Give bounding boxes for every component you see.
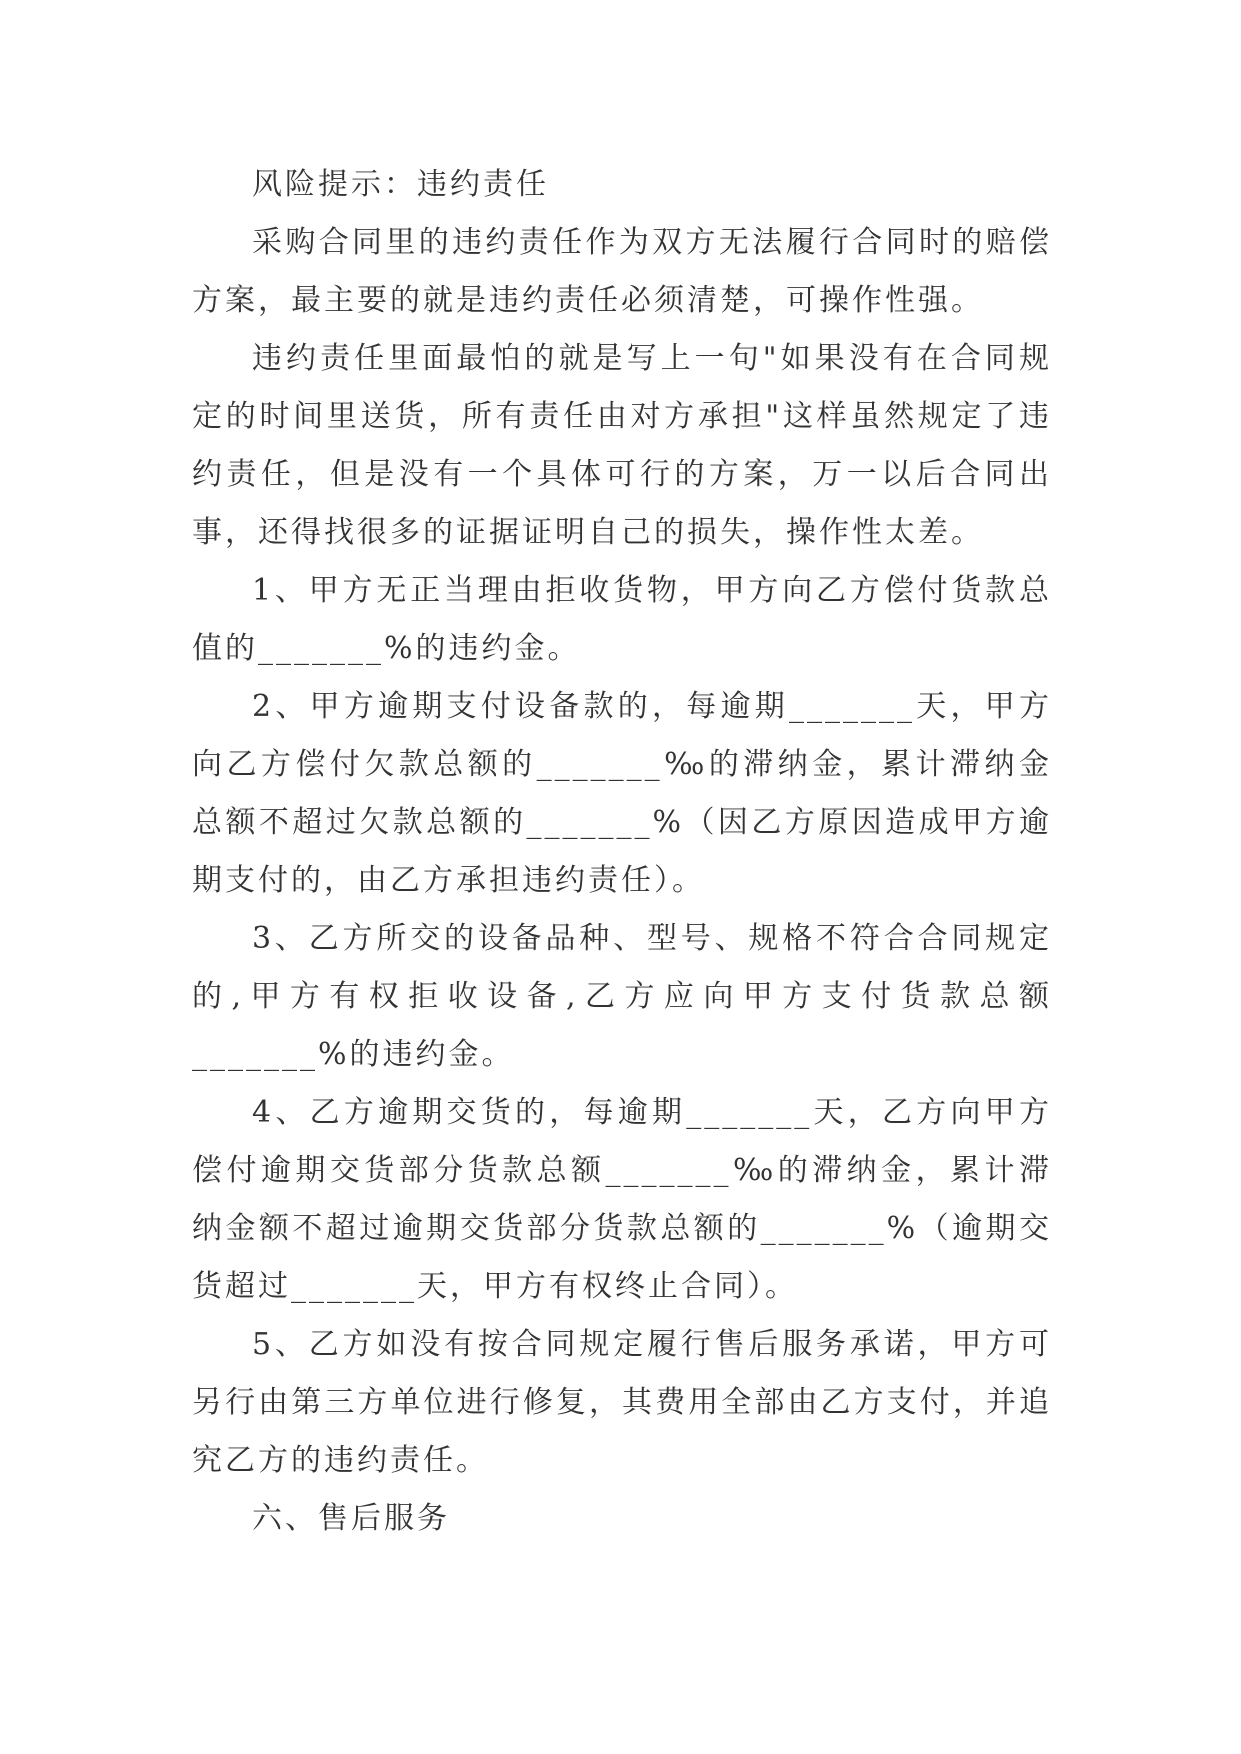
risk-notice-heading: 风险提示：违约责任 — [252, 167, 549, 202]
paragraph-intro: 采购合同里的违约责任作为双方无法履行合同时的赔偿方案，最主要的就是违约责任必须清楚，可操作性强。 — [192, 225, 1052, 318]
document-body — [192, 156, 1052, 1548]
clause-1: 1、甲方无正当理由拒收货物，甲方向乙方偿付货款总值的_______%的违约金。 — [192, 573, 1052, 666]
paragraph-warning: 违约责任里面最怕的就是写上一句"如果没有在合同规定的时间里送货，所有责任由对方承担"这样虽然规定了违约责任，但是没有一个具体可行的方案，万一以后合同出事，还得找很多的证据证明自己的损失，操作性太差。 — [192, 341, 1052, 550]
clause-3: 3、乙方所交的设备品种、型号、规格不符合合同规定的,甲方有权拒收设备,乙方应向甲方支付货款总额_______%的违约金。 — [192, 921, 1052, 1072]
section-heading-after-sales: 六、售后服务 — [252, 1501, 450, 1536]
clause-5: 5、乙方如没有按合同规定履行售后服务承诺，甲方可另行由第三方单位进行修复，其费用全部由乙方支付，并追究乙方的违约责任。 — [192, 1327, 1052, 1478]
clause-2: 2、甲方逾期支付设备款的，每逾期_______天，甲方向乙方偿付欠款总额的_______‰的滞纳金，累计滞纳金总额不超过欠款总额的_______%（因乙方原因造成甲方逾期支付的，由乙方承担违约责任）。 — [192, 689, 1052, 898]
clause-4: 4、乙方逾期交货的，每逾期_______天，乙方向甲方偿付逾期交货部分货款总额_______‰的滞纳金，累计滞纳金额不超过逾期交货部分货款总额的_______%（逾期交货超过_______天，甲方有权终止合同）。 — [192, 1095, 1052, 1304]
